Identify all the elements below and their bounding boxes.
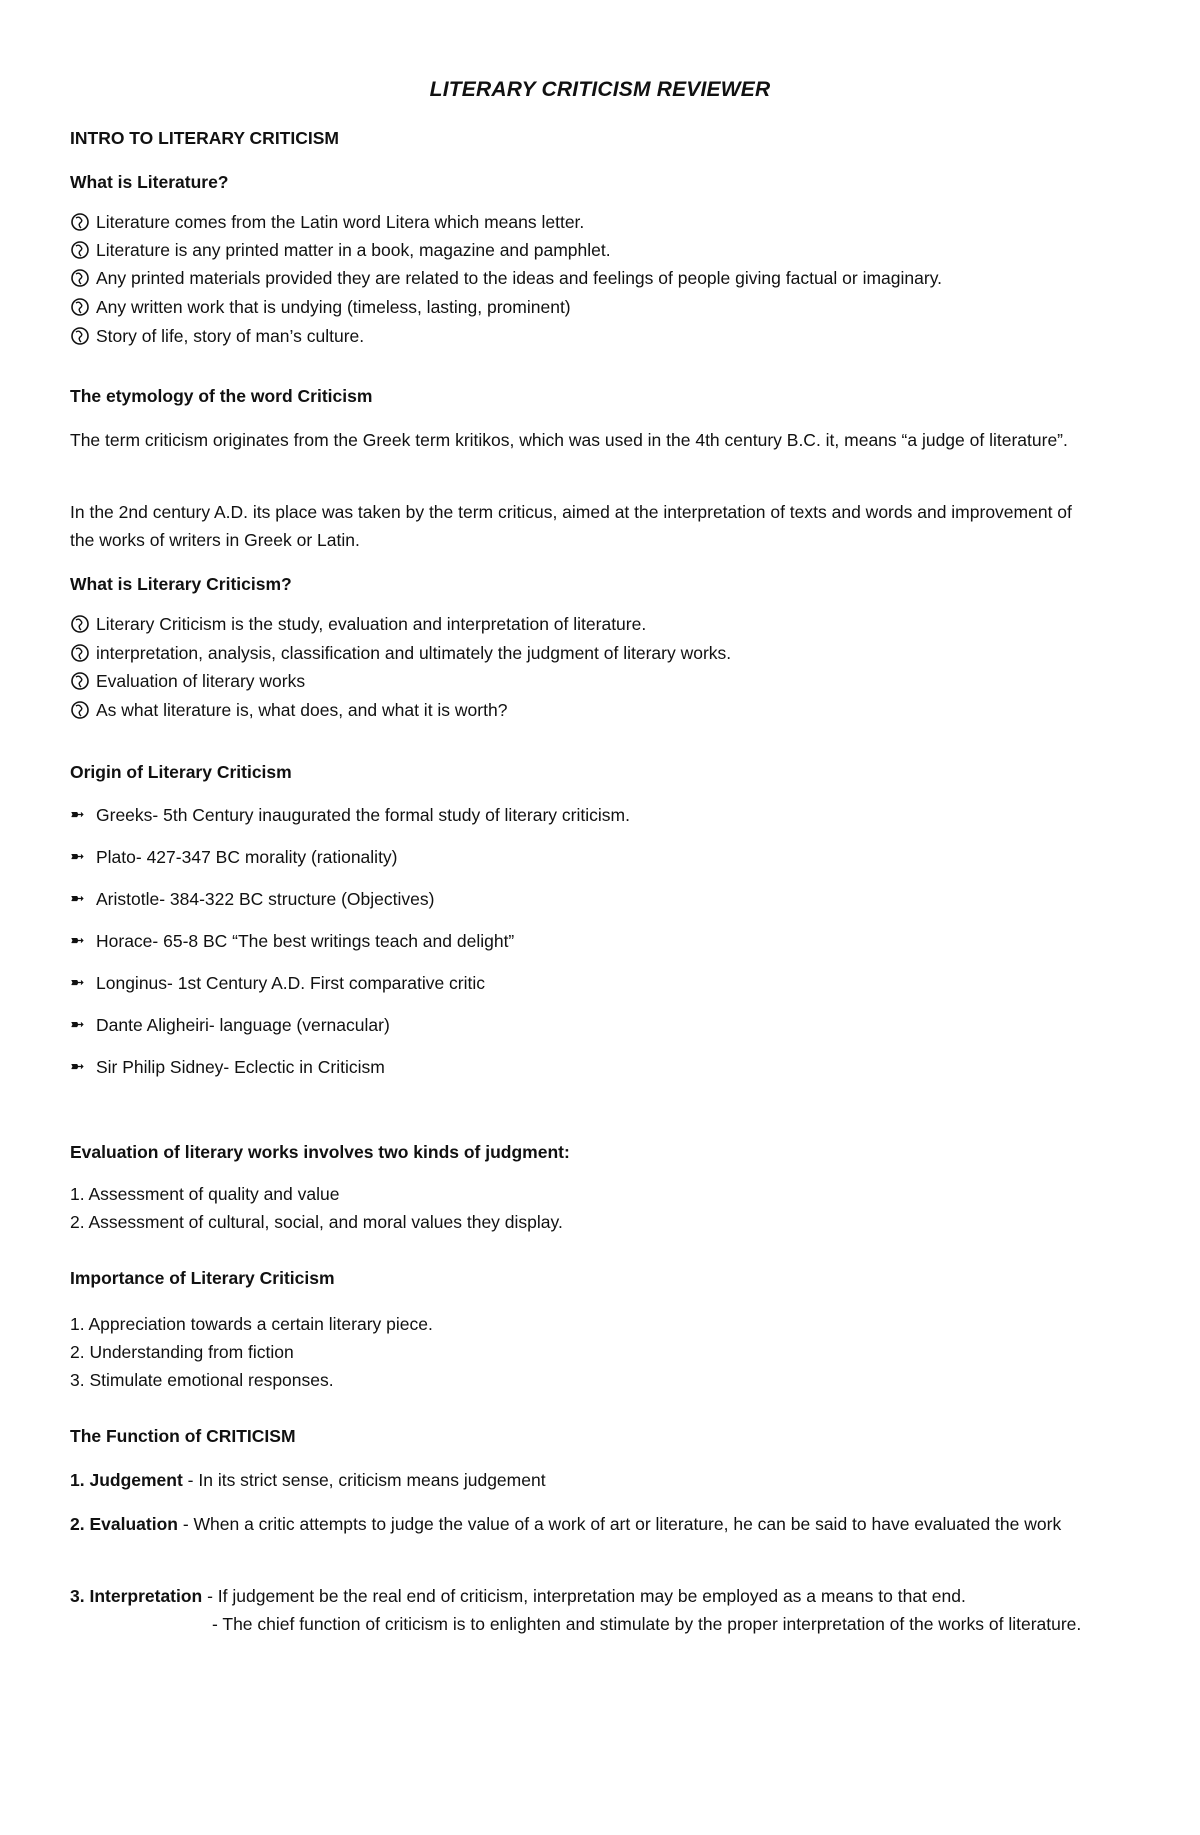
globe-icon [70, 614, 90, 634]
list-item-text: Greeks- 5th Century inaugurated the formal study of literary criticism. [96, 805, 630, 825]
globe-icon [70, 212, 90, 232]
list-item [70, 700, 507, 721]
arrow-bullet-icon: ➼ [70, 1014, 85, 1034]
function-label: 3. Interpretation [70, 1586, 203, 1606]
list-item-text: Horace- 65-8 BC “The best writings teach and delight” [96, 931, 515, 951]
list-item [70, 212, 584, 233]
function-item-judgement [70, 1466, 1100, 1494]
list-item [70, 614, 646, 635]
list-item-text: Literature is any printed matter in a book, magazine and pamphlet. [96, 240, 611, 260]
list-item [70, 972, 485, 994]
list-item-text: Evaluation of literary works [96, 671, 306, 691]
list-item-text: Aristotle- 384-322 BC structure (Objectives) [96, 889, 435, 909]
list-item-text: interpretation, analysis, classification and ultimately the judgment of literary works. [96, 643, 732, 663]
etymology-paragraph-2: In the 2nd century A.D. its place was taken by the term criticus, aimed at the interpretation of texts and words and improvement of the works of writers in Greek or Latin. [70, 502, 1072, 550]
function-text: - If judgement be the real end of criticism, interpretation may be employed as a means to that end. [202, 1586, 966, 1606]
function-sub-text: - The chief function of criticism is to enlighten and stimulate by the proper interpretation of the works of literature. [212, 1614, 1082, 1634]
list-item: 2. Assessment of cultural, social, and moral values they display. [70, 1212, 563, 1232]
section-heading-what-is-criticism: What is Literary Criticism? [70, 574, 292, 594]
section-heading-function: The Function of CRITICISM [70, 1426, 296, 1446]
list-item [70, 1056, 385, 1078]
list-item: 1. Appreciation towards a certain literary piece. [70, 1314, 433, 1334]
list-item [70, 846, 398, 868]
globe-icon [70, 297, 90, 317]
function-text: - In its strict sense, criticism means judgement [182, 1470, 546, 1490]
list-item: 1. Assessment of quality and value [70, 1184, 340, 1204]
etymology-paragraph-1: The term criticism originates from the Greek term kritikos, which was used in the 4th century B.C. it, means “a judge of literature”. [70, 430, 1068, 450]
function-label: 1. Judgement [70, 1470, 183, 1490]
list-item-text: Literary Criticism is the study, evaluation and interpretation of literature. [96, 614, 647, 634]
list-item-text: Any printed materials provided they are related to the ideas and feelings of people giving factual or imaginary. [96, 268, 943, 288]
list-item [70, 643, 731, 664]
list-item [70, 671, 305, 692]
list-item-text: Story of life, story of man’s culture. [96, 326, 365, 346]
arrow-bullet-icon: ➼ [70, 972, 85, 992]
section-heading-importance: Importance of Literary Criticism [70, 1268, 335, 1288]
list-item-text: Dante Aligheiri- language (vernacular) [96, 1015, 390, 1035]
list-item-text: Any written work that is undying (timeless, lasting, prominent) [96, 297, 571, 317]
globe-icon [70, 700, 90, 720]
list-item [70, 326, 364, 347]
list-item [70, 804, 630, 826]
globe-icon [70, 268, 90, 288]
list-item-text: Plato- 427-347 BC morality (rationality) [96, 847, 398, 867]
function-item-evaluation [70, 1510, 1100, 1538]
arrow-bullet-icon: ➼ [70, 804, 85, 824]
list-item-text: Literature comes from the Latin word Litera which means letter. [96, 212, 585, 232]
list-item-text: As what literature is, what does, and what it is worth? [96, 700, 508, 720]
function-label: 2. Evaluation [70, 1514, 178, 1534]
arrow-bullet-icon: ➼ [70, 1056, 85, 1076]
section-heading-origin: Origin of Literary Criticism [70, 762, 292, 782]
list-item [70, 1014, 390, 1036]
section-heading-evaluation: Evaluation of literary works involves two kinds of judgment: [70, 1142, 570, 1162]
arrow-bullet-icon: ➼ [70, 930, 85, 950]
list-item [70, 930, 514, 952]
arrow-bullet-icon: ➼ [70, 888, 85, 908]
list-item: 2. Understanding from fiction [70, 1342, 294, 1362]
list-item [70, 240, 611, 261]
function-text: - When a critic attempts to judge the value of a work of art or literature, he can be said to have evaluated the work [177, 1514, 1062, 1534]
list-item-text: Sir Philip Sidney- Eclectic in Criticism [96, 1057, 385, 1077]
list-item [70, 297, 571, 318]
list-item: 3. Stimulate emotional responses. [70, 1370, 334, 1390]
arrow-bullet-icon: ➼ [70, 846, 85, 866]
section-heading-what-is-literature: What is Literature? [70, 172, 229, 192]
globe-icon [70, 240, 90, 260]
globe-icon [70, 643, 90, 663]
document-title: LITERARY CRITICISM REVIEWER [429, 78, 771, 101]
globe-icon [70, 671, 90, 691]
section-heading-intro: INTRO TO LITERARY CRITICISM [70, 128, 339, 148]
list-item [70, 268, 942, 289]
section-heading-etymology: The etymology of the word Criticism [70, 386, 373, 406]
globe-icon [70, 326, 90, 346]
function-item-interpretation [70, 1582, 1100, 1610]
list-item-text: Longinus- 1st Century A.D. First comparative critic [96, 973, 486, 993]
list-item [70, 888, 434, 910]
